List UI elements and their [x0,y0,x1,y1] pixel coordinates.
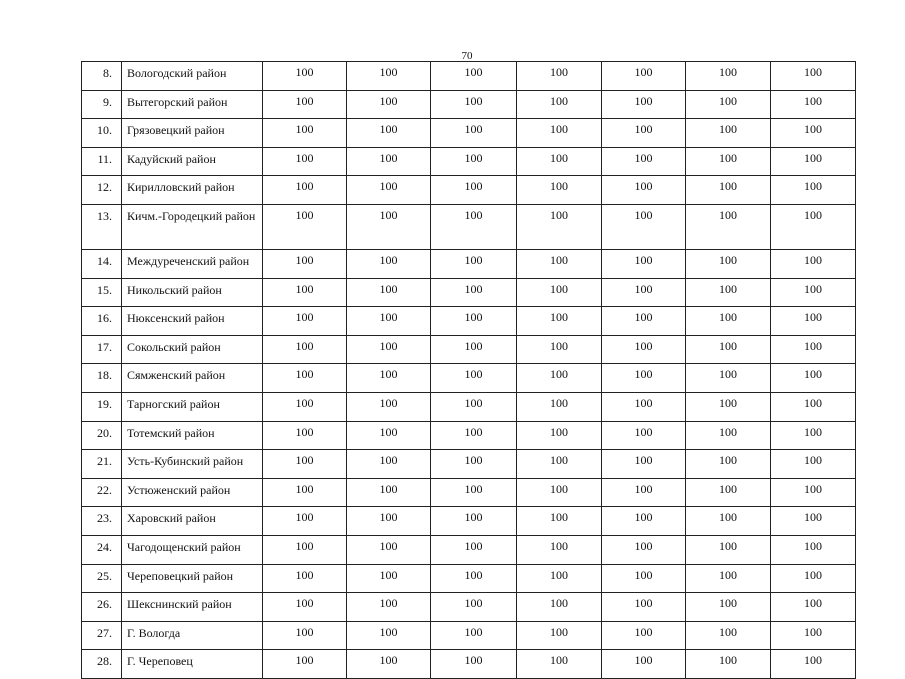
value-cell: 100 [517,249,602,278]
value-cell: 100 [263,564,347,593]
value-cell: 100 [263,147,347,176]
value-cell: 100 [686,621,771,650]
value-cell: 100 [602,392,686,421]
value-cell: 100 [431,278,517,307]
value-cell: 100 [602,176,686,205]
table-row [82,507,856,536]
value-cell: 100 [263,176,347,205]
district-name: Г. Череповец [122,650,263,679]
district-name: Нюксенский район [122,307,263,336]
value-cell: 100 [517,593,602,622]
value-cell: 100 [263,450,347,479]
district-name: Устюженский район [122,478,263,507]
row-number: 22. [82,478,122,507]
value-cell: 100 [517,119,602,148]
value-cell: 100 [771,147,856,176]
value-cell: 100 [517,650,602,679]
value-cell: 100 [771,278,856,307]
value-cell: 100 [431,307,517,336]
value-cell: 100 [602,62,686,91]
value-cell: 100 [602,535,686,564]
value-cell: 100 [347,62,431,91]
value-cell: 100 [686,335,771,364]
row-number: 23. [82,507,122,536]
value-cell: 100 [771,621,856,650]
table-row [82,593,856,622]
value-cell: 100 [517,176,602,205]
table-row [82,621,856,650]
value-cell: 100 [602,364,686,393]
value-cell: 100 [431,564,517,593]
value-cell: 100 [686,364,771,393]
value-cell: 100 [602,507,686,536]
value-cell: 100 [686,450,771,479]
value-cell: 100 [686,650,771,679]
value-cell: 100 [517,507,602,536]
value-cell: 100 [686,507,771,536]
value-cell: 100 [431,450,517,479]
value-cell: 100 [517,307,602,336]
value-cell: 100 [602,204,686,249]
value-cell: 100 [602,621,686,650]
value-cell: 100 [347,204,431,249]
value-cell: 100 [347,278,431,307]
value-cell: 100 [686,564,771,593]
value-cell: 100 [517,90,602,119]
district-name: Кадуйский район [122,147,263,176]
table-row [82,119,856,148]
value-cell: 100 [771,392,856,421]
value-cell: 100 [602,593,686,622]
district-name: Грязовецкий район [122,119,263,148]
value-cell: 100 [517,392,602,421]
value-cell: 100 [686,119,771,148]
table-row [82,364,856,393]
value-cell: 100 [263,392,347,421]
row-number: 17. [82,335,122,364]
value-cell: 100 [771,564,856,593]
table-body [82,62,856,679]
value-cell: 100 [431,90,517,119]
value-cell: 100 [771,507,856,536]
district-name: Чагодощенский район [122,535,263,564]
row-number: 21. [82,450,122,479]
district-name: Вологодский район [122,62,263,91]
value-cell: 100 [347,392,431,421]
value-cell: 100 [602,307,686,336]
value-cell: 100 [263,335,347,364]
row-number: 28. [82,650,122,679]
value-cell: 100 [347,335,431,364]
value-cell: 100 [431,204,517,249]
value-cell: 100 [263,621,347,650]
value-cell: 100 [771,62,856,91]
district-name: Кирилловский район [122,176,263,205]
row-number: 24. [82,535,122,564]
value-cell: 100 [686,278,771,307]
row-number: 10. [82,119,122,148]
value-cell: 100 [517,364,602,393]
value-cell: 100 [771,593,856,622]
value-cell: 100 [347,450,431,479]
district-name: Г. Вологда [122,621,263,650]
value-cell: 100 [602,335,686,364]
table-row [82,564,856,593]
value-cell: 100 [347,421,431,450]
table-row [82,307,856,336]
value-cell: 100 [602,278,686,307]
value-cell: 100 [771,249,856,278]
district-table [81,61,856,679]
value-cell: 100 [686,535,771,564]
value-cell: 100 [771,204,856,249]
value-cell: 100 [431,478,517,507]
row-number: 13. [82,204,122,249]
value-cell: 100 [347,593,431,622]
value-cell: 100 [347,478,431,507]
row-number: 20. [82,421,122,450]
value-cell: 100 [686,147,771,176]
value-cell: 100 [517,450,602,479]
value-cell: 100 [602,421,686,450]
row-number: 15. [82,278,122,307]
value-cell: 100 [602,90,686,119]
district-name: Усть-Кубинский район [122,450,263,479]
value-cell: 100 [517,62,602,91]
value-cell: 100 [686,392,771,421]
district-name: Сокольский район [122,335,263,364]
district-name: Сямженский район [122,364,263,393]
value-cell: 100 [431,535,517,564]
table-row [82,249,856,278]
value-cell: 100 [686,62,771,91]
district-name: Междуреченский район [122,249,263,278]
value-cell: 100 [263,90,347,119]
value-cell: 100 [347,90,431,119]
value-cell: 100 [347,119,431,148]
value-cell: 100 [431,364,517,393]
value-cell: 100 [347,621,431,650]
value-cell: 100 [686,307,771,336]
district-name: Тотемский район [122,421,263,450]
value-cell: 100 [263,593,347,622]
value-cell: 100 [431,507,517,536]
value-cell: 100 [517,335,602,364]
value-cell: 100 [431,335,517,364]
value-cell: 100 [347,364,431,393]
value-cell: 100 [517,147,602,176]
value-cell: 100 [431,421,517,450]
value-cell: 100 [431,147,517,176]
value-cell: 100 [431,62,517,91]
value-cell: 100 [602,650,686,679]
value-cell: 100 [771,90,856,119]
row-number: 16. [82,307,122,336]
table-row [82,90,856,119]
value-cell: 100 [602,478,686,507]
district-name: Шекснинский район [122,593,263,622]
value-cell: 100 [686,249,771,278]
value-cell: 100 [686,176,771,205]
value-cell: 100 [263,119,347,148]
table-row [82,421,856,450]
value-cell: 100 [517,535,602,564]
value-cell: 100 [431,176,517,205]
value-cell: 100 [771,421,856,450]
value-cell: 100 [771,364,856,393]
table-row [82,62,856,91]
value-cell: 100 [602,564,686,593]
table-row [82,204,856,249]
value-cell: 100 [602,249,686,278]
district-name: Никольский район [122,278,263,307]
value-cell: 100 [263,650,347,679]
value-cell: 100 [517,278,602,307]
table-row [82,176,856,205]
page-number: 70 [461,50,473,62]
value-cell: 100 [431,593,517,622]
value-cell: 100 [347,176,431,205]
row-number: 27. [82,621,122,650]
value-cell: 100 [602,450,686,479]
table-row [82,650,856,679]
table-row [82,392,856,421]
value-cell: 100 [686,478,771,507]
value-cell: 100 [431,650,517,679]
value-cell: 100 [771,119,856,148]
value-cell: 100 [602,147,686,176]
value-cell: 100 [263,535,347,564]
value-cell: 100 [347,535,431,564]
value-cell: 100 [771,650,856,679]
row-number: 11. [82,147,122,176]
value-cell: 100 [263,421,347,450]
value-cell: 100 [263,307,347,336]
value-cell: 100 [347,564,431,593]
district-name: Кичм.-Городецкий район [122,204,263,249]
table-row [82,278,856,307]
row-number: 9. [82,90,122,119]
value-cell: 100 [263,62,347,91]
value-cell: 100 [263,478,347,507]
value-cell: 100 [771,450,856,479]
table-row [82,478,856,507]
value-cell: 100 [431,119,517,148]
value-cell: 100 [263,364,347,393]
table-row [82,147,856,176]
row-number: 25. [82,564,122,593]
value-cell: 100 [517,621,602,650]
table-row [82,450,856,479]
row-number: 19. [82,392,122,421]
district-name: Харовский район [122,507,263,536]
value-cell: 100 [686,90,771,119]
value-cell: 100 [431,392,517,421]
value-cell: 100 [347,650,431,679]
value-cell: 100 [431,249,517,278]
row-number: 18. [82,364,122,393]
district-name: Вытегорский район [122,90,263,119]
value-cell: 100 [347,507,431,536]
row-number: 8. [82,62,122,91]
value-cell: 100 [347,307,431,336]
value-cell: 100 [771,535,856,564]
value-cell: 100 [431,621,517,650]
value-cell: 100 [263,278,347,307]
value-cell: 100 [517,478,602,507]
value-cell: 100 [347,147,431,176]
district-name: Тарногский район [122,392,263,421]
table-row [82,335,856,364]
table-row [82,535,856,564]
district-name: Череповецкий район [122,564,263,593]
value-cell: 100 [263,204,347,249]
value-cell: 100 [602,119,686,148]
row-number: 26. [82,593,122,622]
value-cell: 100 [771,307,856,336]
value-cell: 100 [347,249,431,278]
value-cell: 100 [771,176,856,205]
value-cell: 100 [517,204,602,249]
row-number: 12. [82,176,122,205]
value-cell: 100 [686,421,771,450]
value-cell: 100 [686,593,771,622]
value-cell: 100 [771,478,856,507]
row-number: 14. [82,249,122,278]
value-cell: 100 [686,204,771,249]
value-cell: 100 [263,249,347,278]
value-cell: 100 [517,421,602,450]
value-cell: 100 [263,507,347,536]
value-cell: 100 [771,335,856,364]
value-cell: 100 [517,564,602,593]
